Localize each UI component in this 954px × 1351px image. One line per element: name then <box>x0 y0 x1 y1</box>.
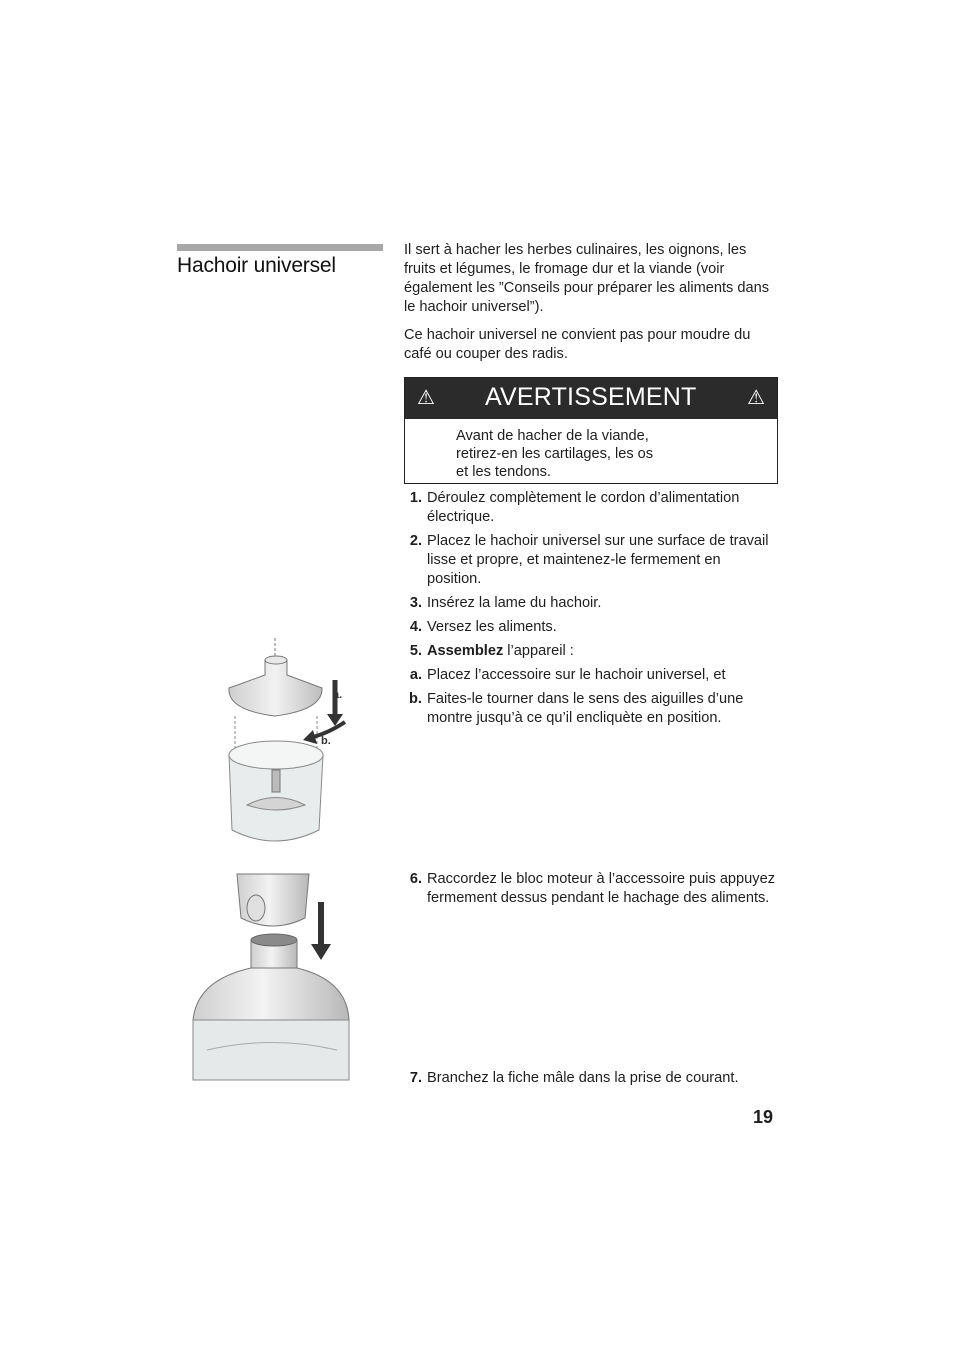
step-item: 6. Raccordez le bloc moteur à l’accessoire puis appuyez fermement dessus pendant le hachage des aliments. <box>409 871 775 906</box>
intro-paragraph: Il sert à hacher les herbes culinaires, les oignons, les fruits et légumes, le fromage dur et la viande (voir également les ”Conseils pour préparer les aliments dans le hachoir universel”). <box>404 242 770 315</box>
warning-text <box>405 419 777 483</box>
warning-line: retirez-en les cartilages, les os <box>456 446 654 462</box>
step-item: 1. Déroulez complètement le cordon d’alimentation électrique. <box>409 490 740 525</box>
figure-label-b: b. <box>321 735 331 747</box>
step-item: 5. Assemblez l’appareil : <box>409 643 574 659</box>
steps-list <box>404 870 778 913</box>
step-item: 3. Insérez la lame du hachoir. <box>409 595 602 611</box>
step-item: 4. Versez les aliments. <box>409 619 557 635</box>
steps-list <box>404 489 778 733</box>
step-item: 2. Placez le hachoir universel sur une surface de travail lisse et propre, et maintenez-le fermement en position. <box>409 533 769 587</box>
step-item: b. Faites-le tourner dans le sens des aiguilles d’une montre jusqu’à ce qu’il encliquète en position. <box>409 691 744 726</box>
intro-paragraph: Ce hachoir universel ne convient pas pour moudre du café ou couper des radis. <box>404 327 751 362</box>
motor-attach-illustration <box>177 870 383 1082</box>
warning-title: AVERTISSEMENT <box>485 383 697 411</box>
warning-triangle-icon: ⚠ <box>747 387 765 409</box>
warning-box <box>404 377 778 484</box>
step-item: 7. Branchez la fiche mâle dans la prise de courant. <box>409 1070 739 1086</box>
page-number: 19 <box>753 1107 774 1127</box>
warning-header <box>405 378 777 419</box>
step-item: a. Placez l’accessoire sur le hachoir universel, et <box>409 667 726 683</box>
steps-list <box>404 1069 778 1093</box>
figure-label-a: a. <box>333 689 343 701</box>
warning-triangle-icon: ⚠ <box>417 387 435 409</box>
section-rule <box>177 244 383 251</box>
warning-line: et les tendons. <box>456 464 551 480</box>
chopper-assembly-illustration <box>177 630 383 860</box>
warning-line: Avant de hacher de la viande, <box>456 428 649 444</box>
intro-text <box>404 241 778 373</box>
section-title: Hachoir universel <box>177 254 336 277</box>
